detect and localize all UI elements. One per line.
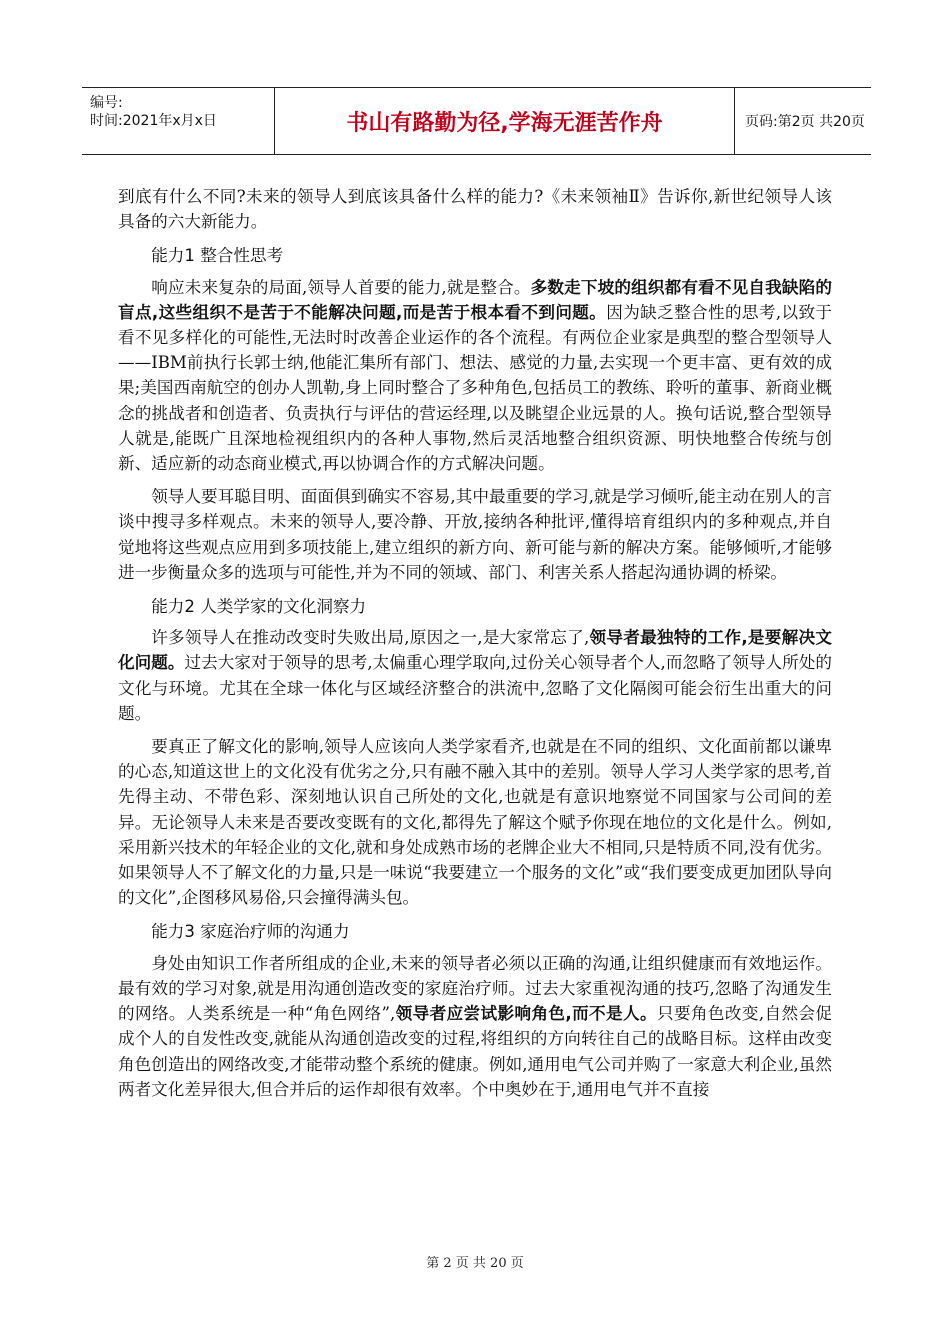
page-header <box>82 87 871 155</box>
page-footer: 第 2 页 共 20 页 <box>426 1256 524 1271</box>
time-label: 时间:2021年x月x日 <box>90 113 217 129</box>
highlighted-text: 多数走下坡的组织都有看不见自我缺陷的盲点,这些组织不是苦于不能解决问题,而是苦于根本看不到问题。 <box>118 277 832 322</box>
number-label: 编号: <box>90 95 123 111</box>
text-span: 许多领导人在推动改变时失败出局,原因之一,是大家常忘了, <box>151 628 590 648</box>
paragraph-culture <box>118 625 832 726</box>
highlighted-text: 领导者应尝试影响角色,而不是人。 <box>395 1004 657 1024</box>
header-page-label: 页码:第2页 共20页 <box>745 114 865 130</box>
header-motto: 书山有路勤为径,学海无涯苦作舟 <box>275 88 735 154</box>
text-span: 响应未来复杂的局面,领导人首要的能力,就是整合。 <box>151 277 531 297</box>
section-heading-2: 能力2 人类学家的文化洞察力 <box>151 597 367 617</box>
paragraph-listening: 领导人要耳聪目明、面面俱到确实不容易,其中最重要的学习,就是学习倾听,能主动在别人的言谈中搜寻多样观点。未来的领导人,要冷静、开放,接纳各种批评,懂得培育组织内的多种观点,并自觉地将这些观点应用到多项技能上,建立组织的新方向、新可能与新的解决方案。能够倾听,才能够进一步衡量众多的选项与可能性,并为不同的领域、部门、利害关系人搭起沟通协调的桥梁。 <box>118 487 832 582</box>
text-span: 过去大家对于领导的思考,太偏重心理学取向,过份关心领导者个人,而忽略了领导人所处的文化与环境。尤其在全球一体化与区域经济整合的洪流中,忽略了文化隔阂可能会衍生出重大的问题。 <box>118 653 833 723</box>
section-heading-3: 能力3 家庭治疗师的沟通力 <box>151 922 350 942</box>
paragraph-anthropologist: 要真正了解文化的影响,领导人应该向人类学家看齐,也就是在不同的组织、文化面前都以谦卑的心态,知道这世上的文化没有优劣之分,只有融不融入其中的差别。领导人学习人类学家的思考,首先得主动、不带色彩、深刻地认识自己所处的文化,也就是有意识地察觉不同国家与公司间的差异。无论领导人未来是否要改变既有的文化,都得先了解这个赋予你现在地位的文化是什么。例如,采用新兴技术的年轻企业的文化,就和身处成熟市场的老牌企业大不相同,只是特质不同,没有优劣。如果领导人不了解文化的力量,只是一味说“我要建立一个服务的文化”或“我们要变成更加团队导向的文化”,企图移风易俗,只会撞得满头包。 <box>118 737 832 908</box>
paragraph-integration <box>118 275 832 477</box>
header-meta-cell <box>82 88 275 154</box>
text-span: 身处由知识工作者所组成的企业,未来的领导者必须以正确的沟通,让组织健康而有效地运作。最有效的学习对象,就是用沟通创造改变的家庭治疗师。过去大家重视沟通的技巧,忽略了沟通发生的网络。人类系统是一种“角色网络”, <box>118 953 832 1024</box>
text-span: 只要角色改变,自然会促成个人的自发性改变,就能从沟通创造改变的过程,将组织的方向转往自己的战略目标。这样由改变角色创造出的网络改变,才能带动整个系统的健康。例如,通用电气公司并购了一家意大利企业,虽然两者文化差异很大,但合并后的运作却很有效率。个中奥妙在于,通用电气并不直接 <box>118 1004 832 1099</box>
paragraph-communication <box>118 951 832 1102</box>
section-heading-1: 能力1 整合性思考 <box>151 246 284 266</box>
text-span: 因为缺乏整合性的思考,以致于看不见多样化的可能性,无法时时改善企业运作的各个流程。有两位企业家是典型的整合型领导人——IBM前执行长郭士纳,他能汇集所有部门、想法、感觉的力量,去实现一个更丰富、更有效的成果;美国西南航空的创办人凯勒,身上同时整合了多种角色,包括员工的教练、聆听的董事、新商业概念的挑战者和创造者、负责执行与评估的营运经理,以及眺望企业远景的人。换句话说,整合型领导人就是,能既广且深地检视组织内的各种人事物,然后灵活地整合组织资源、明快地整合传统与创新、适应新的动态商业模式,再以协调合作的方式解决问题。 <box>118 302 832 474</box>
paragraph-intro: 到底有什么不同?未来的领导人到底该具备什么样的能力?《未来领袖Ⅱ》告诉你,新世纪领导人该具备的六大新能力。 <box>118 187 832 232</box>
highlighted-text: 领导者最独特的工作,是要解决文化问题。 <box>118 628 832 673</box>
document-body <box>118 184 832 1102</box>
